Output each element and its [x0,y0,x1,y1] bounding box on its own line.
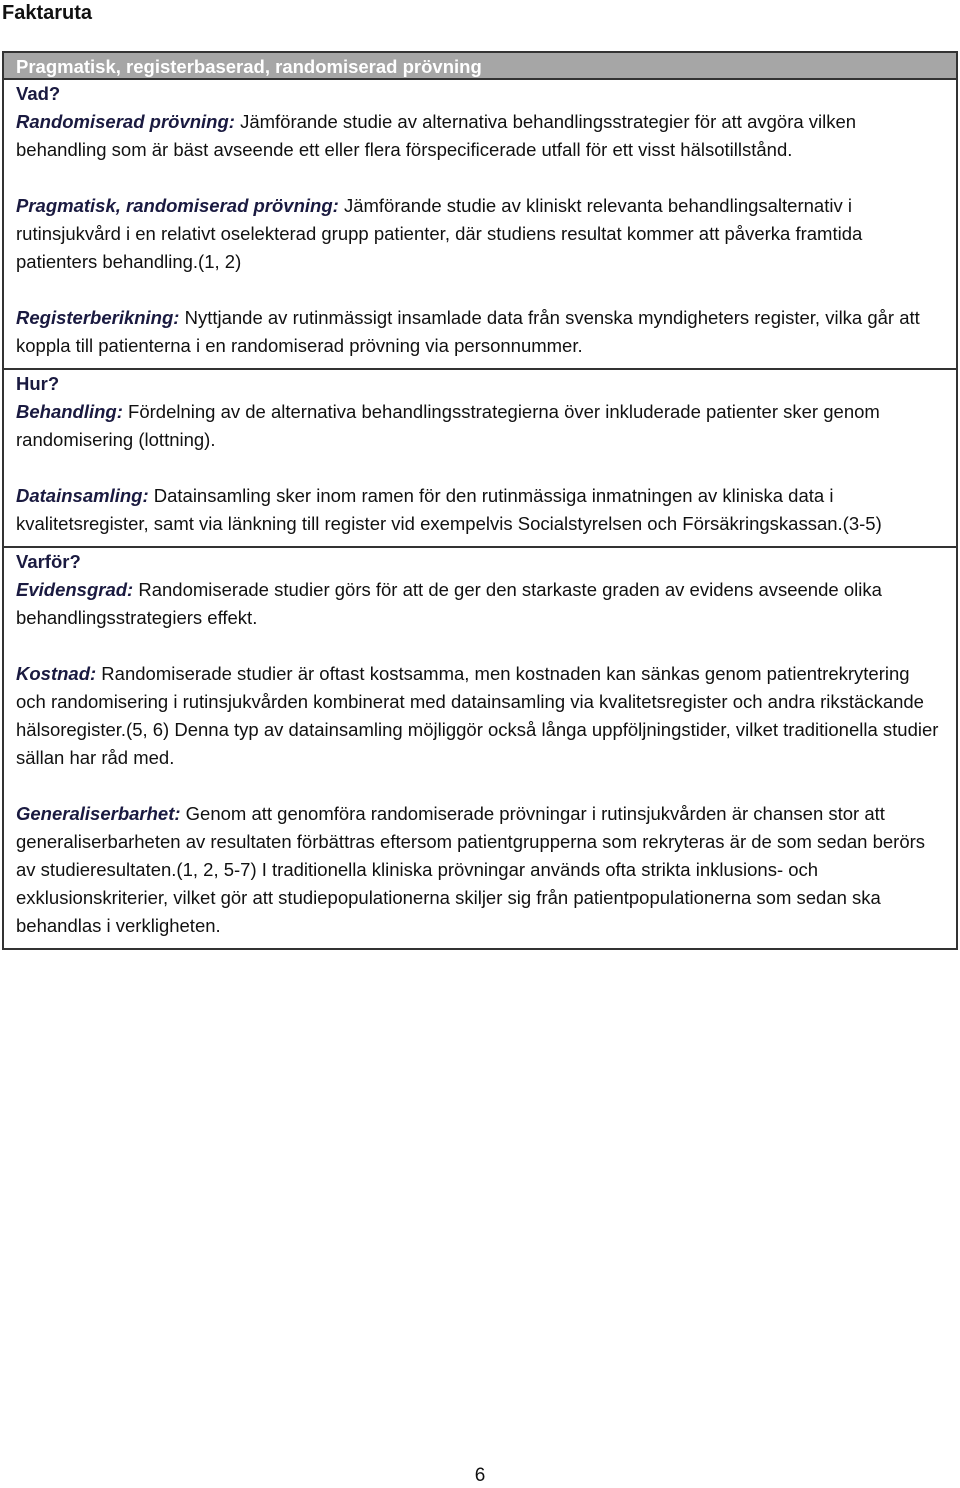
definition-paragraph [16,398,944,454]
factbox-section-what [4,80,956,370]
factbox-table [2,51,958,950]
definition-paragraph [16,108,944,164]
section-question: Varför? [16,551,81,572]
definition-text: Randomiserade studier görs för att de ger den starkaste graden av evidens avseende olika behandlingsstrategiers effekt. [16,579,882,628]
definition-paragraph [16,304,944,360]
definition-term: Datainsamling: [16,485,149,506]
factbox-section-why [4,548,956,948]
section-question: Hur? [16,373,60,394]
definition-paragraph [16,660,944,772]
definition-paragraph [16,800,944,940]
definition-term: Evidensgrad: [16,579,134,600]
definition-text: Randomiserade studier är oftast kostsamma, men kostnaden kan sänkas genom patientrekrytering och randomisering i rutinsjukvården kombinerat med datainsamling via kvalitetsregister och andra rikstäckande hälsoregister.(5, 6) Denna typ av datainsamling möjliggör också långa uppföljningstider, vilket traditionella studier sällan har råd med. [16,663,939,768]
factbox-heading: Pragmatisk, registerbaserad, randomiserad prövning [4,53,956,80]
definition-term: Behandling: [16,401,123,422]
document-title: Faktaruta [2,2,93,24]
definition-text: Nyttjande av rutinmässigt insamlade data från svenska myndigheters register, vilka går att koppla till patienterna i en randomiserad prövning via personnummer. [16,307,920,356]
definition-text: Fördelning av de alternativa behandlingsstrategierna över inkluderade patienter sker genom randomisering (lottning). [16,401,880,450]
definition-text: Datainsamling sker inom ramen för den rutinmässiga inmatningen av kliniska data i kvalitetsregister, samt via länkning till register vid exempelvis Socialstyrelsen och Försäkringskassan.(3-5) [16,485,882,534]
page-number: 6 [474,1465,486,1486]
definition-term: Randomiserad prövning: [16,111,235,132]
definition-term: Generaliserbarhet: [16,803,181,824]
definition-text: Genom att genomföra randomiserade prövningar i rutinsjukvården är chansen stor att generaliserbarheten av resultaten förbättras eftersom patientgrupperna som rekryteras är de som sedan berörs av studieresultaten.(1, 2, 5-7) I traditionella kliniska prövningar används ofta strikta inklusions- och exklusionskriterier, vilket gör att studiepopulationerna skiljer sig från patientpopulationerna som sedan ska behandlas i verkligheten. [16,803,926,936]
section-question: Vad? [16,83,61,104]
definition-paragraph [16,576,944,632]
definition-paragraph [16,192,944,276]
definition-text: Jämförande studie av alternativa behandlingsstrategier för att avgöra vilken behandling som är bäst avseende ett eller flera förspecificerade utfall för ett visst hälsotillstånd. [16,111,857,160]
definition-paragraph [16,482,944,538]
definition-term: Pragmatisk, randomiserad prövning: [16,195,339,216]
definition-term: Kostnad: [16,663,97,684]
factbox-section-how [4,370,956,548]
definition-text: Jämförande studie av kliniskt relevanta behandlingsalternativ i rutinsjukvård i en relativt oselekterad grupp patienter, där studiens resultat kommer att påverka framtida patienters behandling.(1, 2) [16,195,863,272]
definition-term: Registerberikning: [16,307,180,328]
